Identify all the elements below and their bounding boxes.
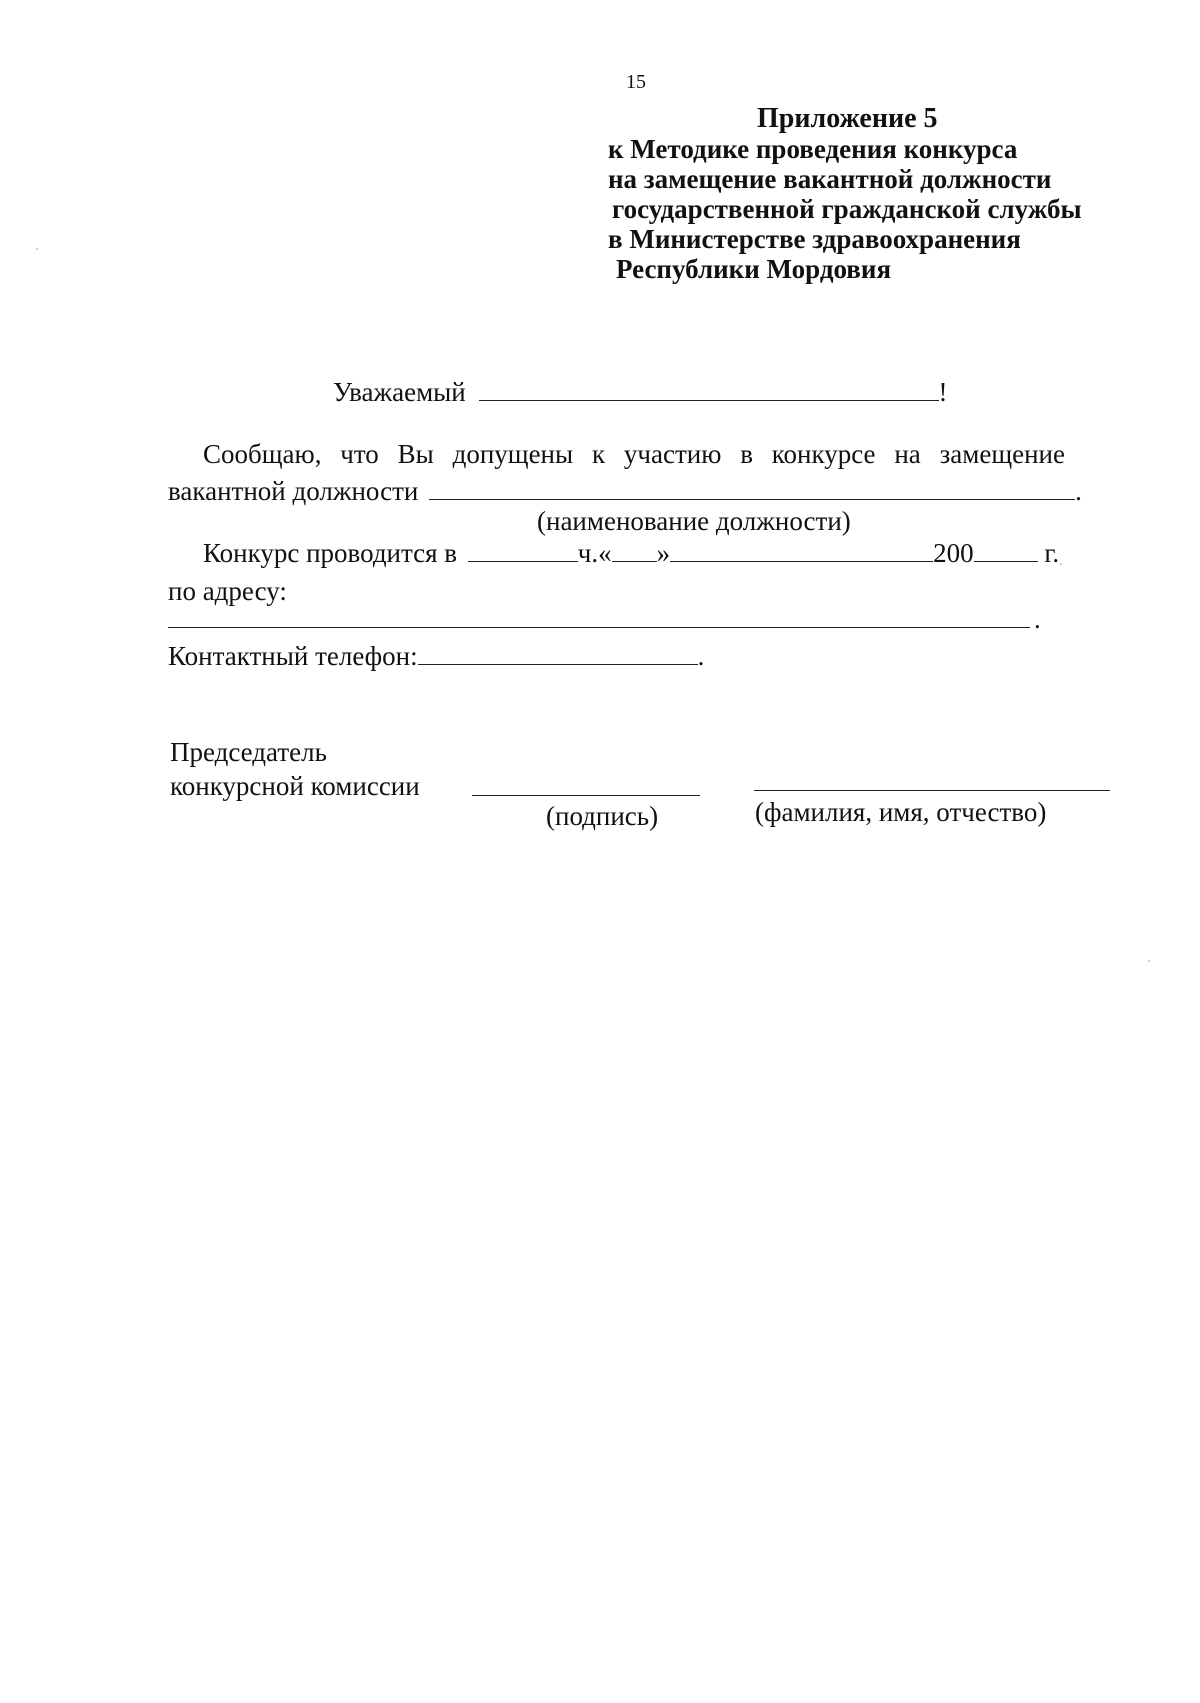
appendix-title: Приложение 5 — [757, 103, 938, 134]
scan-speck — [1148, 960, 1150, 962]
chair-title-line1: Председатель — [170, 737, 327, 767]
body-line-2 — [168, 475, 1082, 507]
position-period: . — [1075, 476, 1082, 506]
salutation — [333, 376, 948, 408]
contest-prefix: Конкурс проводится в — [203, 538, 458, 568]
body-line-1: Сообщаю, что Вы допущены к участию в конкурсе на замещение — [203, 439, 1065, 469]
hour-field[interactable] — [468, 537, 578, 562]
signature-caption: (подпись) — [546, 801, 659, 831]
contest-line — [203, 537, 1059, 569]
chair-title-line2: конкурсной комиссии — [170, 771, 420, 801]
hour-label: ч.« — [577, 538, 612, 568]
year-suffix: г. — [1044, 538, 1060, 568]
salutation-label: Уважаемый — [333, 377, 466, 407]
address-field[interactable] — [168, 627, 1030, 628]
phone-label: Контактный телефон: — [168, 641, 418, 671]
address-period: . — [1034, 604, 1041, 634]
address-label: по адресу: — [168, 576, 287, 606]
signature-field[interactable] — [472, 795, 700, 796]
phone-period: . — [697, 641, 705, 671]
appendix-line: государственной гражданской службы — [612, 194, 1082, 224]
scan-speck — [1060, 563, 1062, 565]
addressee-field[interactable] — [479, 376, 939, 401]
position-label: вакантной должности — [168, 476, 419, 506]
position-field[interactable] — [429, 475, 1075, 500]
year-field[interactable] — [974, 537, 1038, 562]
salutation-exclamation: ! — [938, 377, 948, 407]
scan-speck — [36, 248, 38, 250]
year-label: 200 — [933, 538, 974, 568]
position-caption: (наименование должности) — [537, 506, 851, 536]
month-field[interactable] — [670, 537, 933, 562]
day-field[interactable] — [612, 537, 657, 562]
appendix-line: к Методике проведения конкурса — [608, 134, 1018, 164]
full-name-field[interactable] — [754, 790, 1110, 791]
quote-close: » — [656, 538, 671, 568]
full-name-caption: (фамилия, имя, отчество) — [755, 797, 1047, 827]
appendix-line: в Министерстве здравоохранения — [608, 224, 1021, 254]
appendix-line: Республики Мордовия — [616, 254, 892, 284]
phone-field[interactable] — [418, 640, 698, 665]
page-number: 15 — [626, 71, 646, 93]
phone-line — [168, 640, 704, 672]
appendix-line: на замещение вакантной должности — [608, 164, 1052, 194]
